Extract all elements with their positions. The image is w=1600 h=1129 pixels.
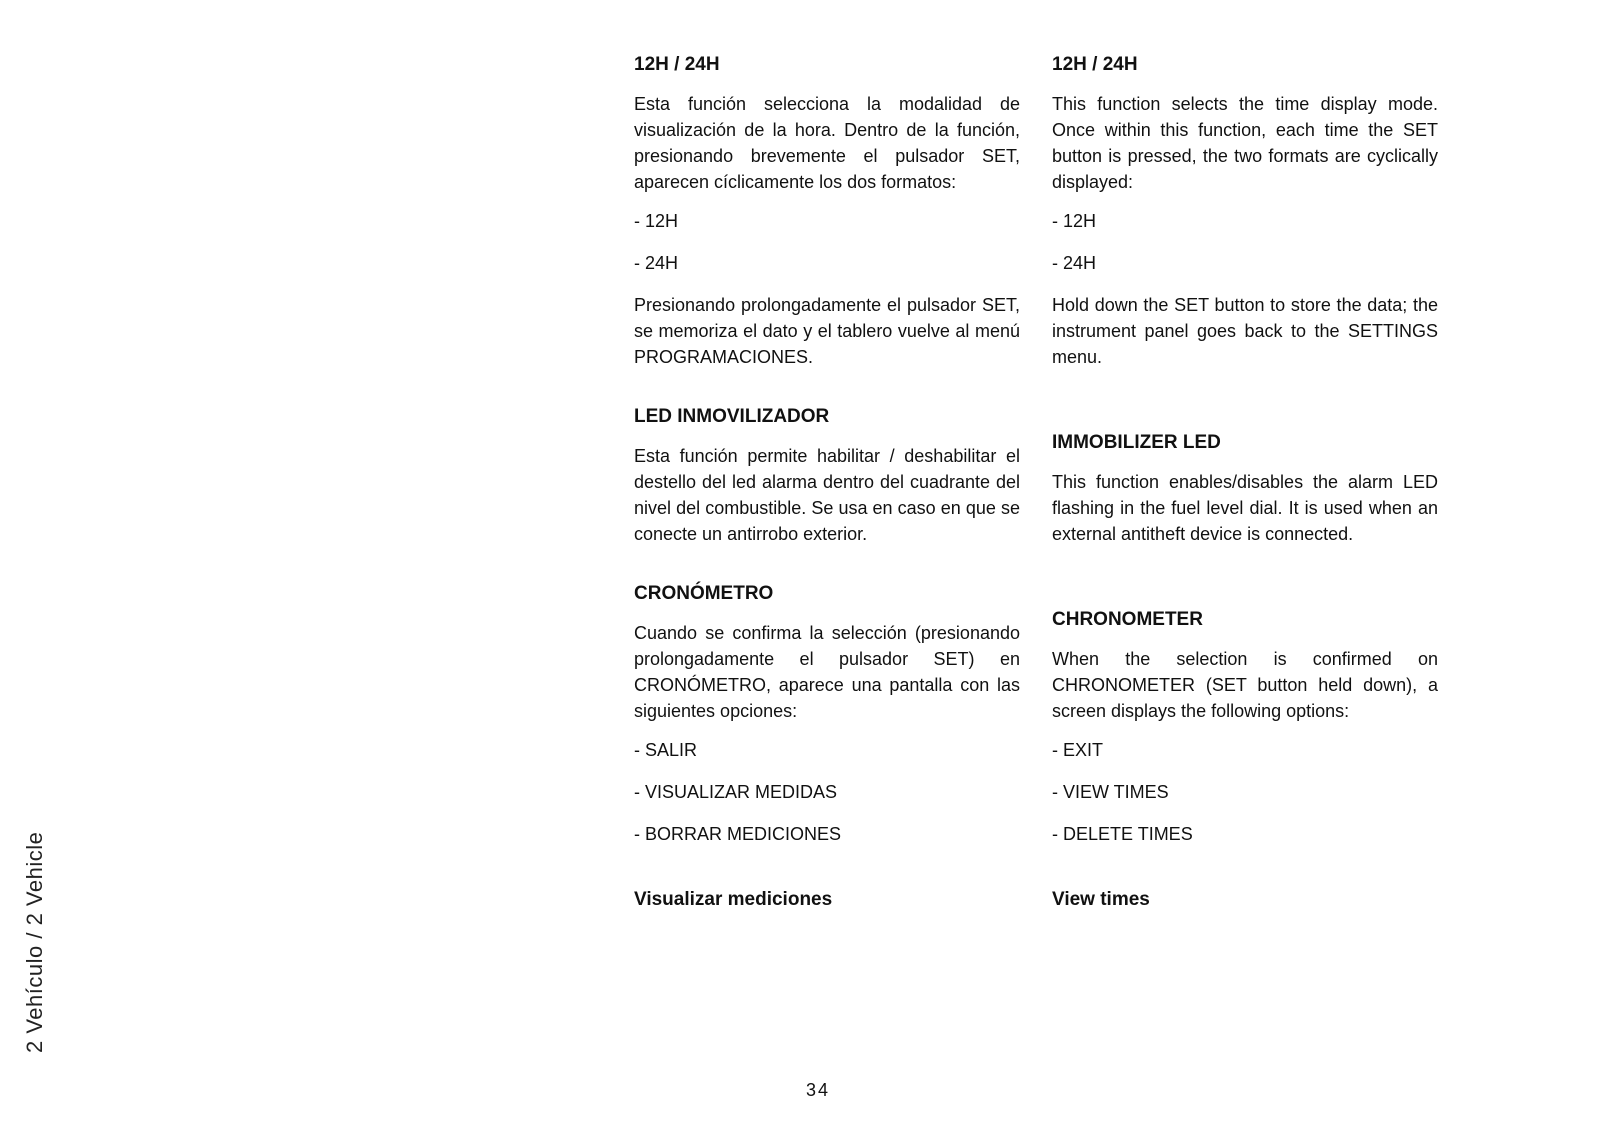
section-heading: Visualizar mediciones bbox=[634, 889, 833, 910]
paragraph: Presionando prolongadamente el pulsador SET, se memoriza el dato y el tablero vuelve al menú PROGRAMACIONES. bbox=[634, 295, 1020, 367]
section-led-inmovilizador bbox=[634, 404, 1020, 547]
section-heading: CRONÓMETRO bbox=[634, 583, 774, 604]
spanish-column bbox=[634, 52, 1020, 926]
section-heading: View times bbox=[1052, 889, 1150, 910]
section-heading: CHRONOMETER bbox=[1052, 609, 1203, 630]
paragraph: Cuando se confirma la selección (presionando prolongadamente el pulsador SET) en CRONÓMETRO, aparece una pantalla con las siguientes opciones: bbox=[634, 623, 1020, 721]
section-chronometer bbox=[1052, 607, 1438, 847]
list-item: - 12H bbox=[1052, 211, 1097, 231]
page-number: 34 bbox=[805, 1080, 831, 1100]
list-item: - BORRAR MEDICIONES bbox=[634, 824, 842, 844]
list-item: - SALIR bbox=[634, 740, 698, 760]
paragraph: This function selects the time display mode. Once within this function, each time the SET button is pressed, the two formats are cyclically displayed: bbox=[1052, 94, 1438, 192]
list-item: - VISUALIZAR MEDIDAS bbox=[634, 782, 838, 802]
section-12h-24h-en bbox=[1052, 52, 1438, 370]
paragraph: When the selection is confirmed on CHRONOMETER (SET button held down), a screen displays the following options: bbox=[1052, 649, 1438, 721]
english-column bbox=[1052, 52, 1438, 926]
list-item: - DELETE TIMES bbox=[1052, 824, 1193, 844]
section-visualizar-mediciones bbox=[634, 887, 1020, 913]
list-item: - 12H bbox=[634, 211, 679, 231]
paragraph: Esta función permite habilitar / deshabilitar el destello del led alarma dentro del cuadrante del nivel del combustible. Se usa en caso en que se conecte un antirrobo exterior. bbox=[634, 446, 1020, 544]
section-heading: LED INMOVILIZADOR bbox=[634, 406, 830, 427]
section-heading: 12H / 24H bbox=[634, 54, 720, 75]
chapter-side-label: 2 Vehículo / 2 Vehicle bbox=[22, 831, 47, 1053]
list-item: - 24H bbox=[1052, 253, 1097, 273]
paragraph: This function enables/disables the alarm LED flashing in the fuel level dial. It is used when an external antitheft device is connected. bbox=[1052, 472, 1438, 544]
section-view-times bbox=[1052, 887, 1438, 913]
list-item: - VIEW TIMES bbox=[1052, 782, 1169, 802]
section-heading: IMMOBILIZER LED bbox=[1052, 432, 1221, 453]
paragraph: Hold down the SET button to store the data; the instrument panel goes back to the SETTINGS menu. bbox=[1052, 295, 1438, 367]
section-12h-24h-es bbox=[634, 52, 1020, 370]
section-immobilizer-led bbox=[1052, 430, 1438, 547]
section-heading: 12H / 24H bbox=[1052, 54, 1138, 75]
list-item: - 24H bbox=[634, 253, 679, 273]
list-item: - EXIT bbox=[1052, 740, 1104, 760]
section-cronometro bbox=[634, 581, 1020, 847]
paragraph: Esta función selecciona la modalidad de visualización de la hora. Dentro de la función, presionando brevemente el pulsador SET, aparecen cíclicamente los dos formatos: bbox=[634, 94, 1020, 192]
